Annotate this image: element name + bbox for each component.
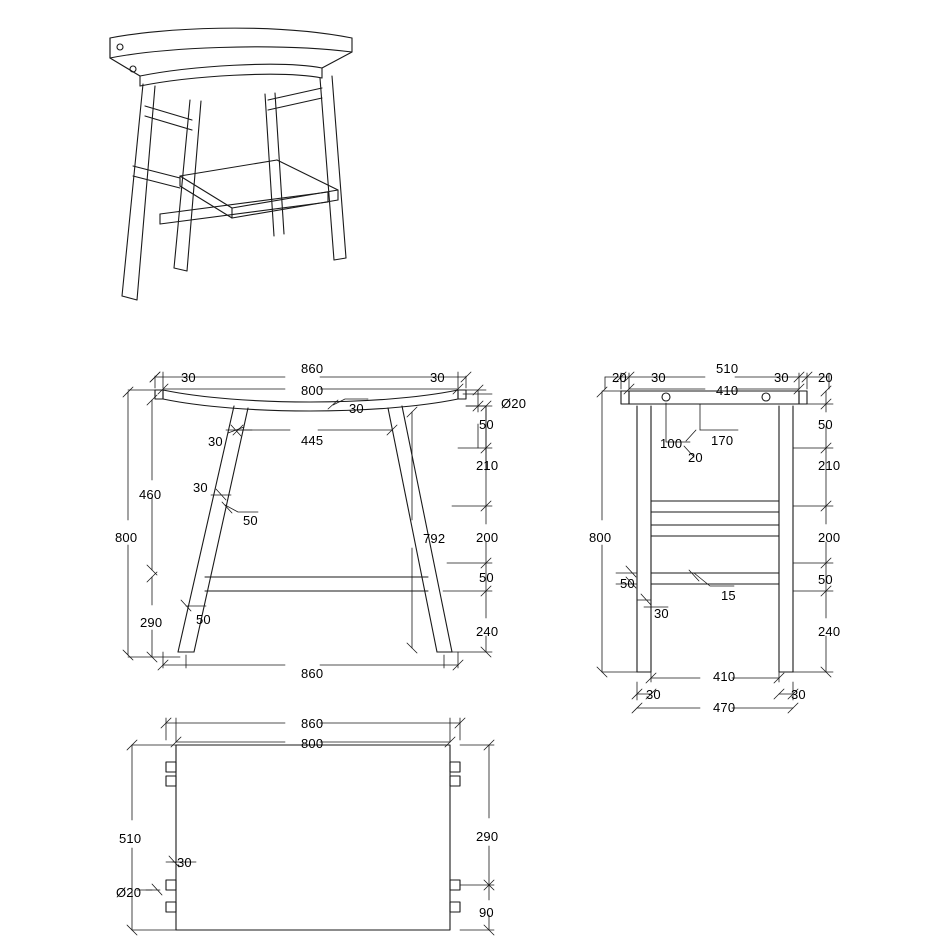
dim-tv-510: 510: [119, 831, 142, 846]
dim-fv-30-right-top: 30: [430, 370, 445, 385]
dim-sv-100: 100: [660, 436, 683, 451]
dim-fv-792: 792: [423, 531, 446, 546]
dim-sv-50-top: 50: [818, 417, 833, 432]
dim-sv-50-right-low: 50: [818, 572, 833, 587]
dim-tv-90: 90: [479, 905, 494, 920]
dim-sv-170: 170: [711, 433, 734, 448]
dim-fv-860-top: 860: [301, 361, 324, 376]
dim-sv-510: 510: [716, 361, 739, 376]
dim-fv-290: 290: [140, 615, 163, 630]
dim-fv-860-bottom: 860: [301, 666, 324, 681]
dim-tv-800: 800: [301, 736, 324, 751]
isometric-view-geometry: [110, 28, 352, 300]
dim-sv-210: 210: [818, 458, 841, 473]
dim-fv-240: 240: [476, 624, 499, 639]
dim-fv-50-bottom-left: 50: [196, 612, 211, 627]
dim-tv-30: 30: [177, 855, 192, 870]
dim-sv-200: 200: [818, 530, 841, 545]
dim-fv-30-seat: 30: [349, 401, 364, 416]
dim-sv-30-bottom-left: 30: [646, 687, 661, 702]
dim-sv-20-mid: 20: [688, 450, 703, 465]
side-view-dimensions: [597, 372, 833, 713]
dim-fv-50-right: 50: [479, 570, 494, 585]
dim-sv-30-left: 30: [651, 370, 666, 385]
dim-fv-800-left: 800: [115, 530, 138, 545]
dim-sv-30-bottom-right: 30: [791, 687, 806, 702]
dim-fv-30-leg-left-2: 30: [193, 480, 208, 495]
dim-fv-800: 800: [301, 383, 324, 398]
dim-sv-30-low: 30: [654, 606, 669, 621]
dim-fv-210: 210: [476, 458, 499, 473]
dim-sv-20-right: 20: [818, 370, 833, 385]
dim-sv-470: 470: [713, 700, 736, 715]
dim-fv-diameter-20: Ø20: [501, 396, 527, 411]
dim-tv-290: 290: [476, 829, 499, 844]
dim-sv-30-right: 30: [774, 370, 789, 385]
top-view-geometry: [166, 745, 460, 930]
dim-sv-20-left: 20: [612, 370, 627, 385]
front-view-dimensions: [123, 372, 492, 670]
dim-tv-860: 860: [301, 716, 324, 731]
dim-tv-diameter-20: Ø20: [116, 885, 142, 900]
dim-fv-460: 460: [139, 487, 162, 502]
dim-sv-50-left: 50: [620, 576, 635, 591]
dim-sv-240: 240: [818, 624, 841, 639]
dim-fv-445: 445: [301, 433, 324, 448]
dim-fv-50-top-right: 50: [479, 417, 494, 432]
dim-sv-410-bottom: 410: [713, 669, 736, 684]
dim-fv-30-leg-left: 30: [208, 434, 223, 449]
dim-sv-410-top: 410: [716, 383, 739, 398]
dim-sv-15: 15: [721, 588, 736, 603]
dim-fv-50-leg: 50: [243, 513, 258, 528]
dim-fv-30-left-top: 30: [181, 370, 196, 385]
dim-sv-800: 800: [589, 530, 612, 545]
dim-fv-200: 200: [476, 530, 499, 545]
